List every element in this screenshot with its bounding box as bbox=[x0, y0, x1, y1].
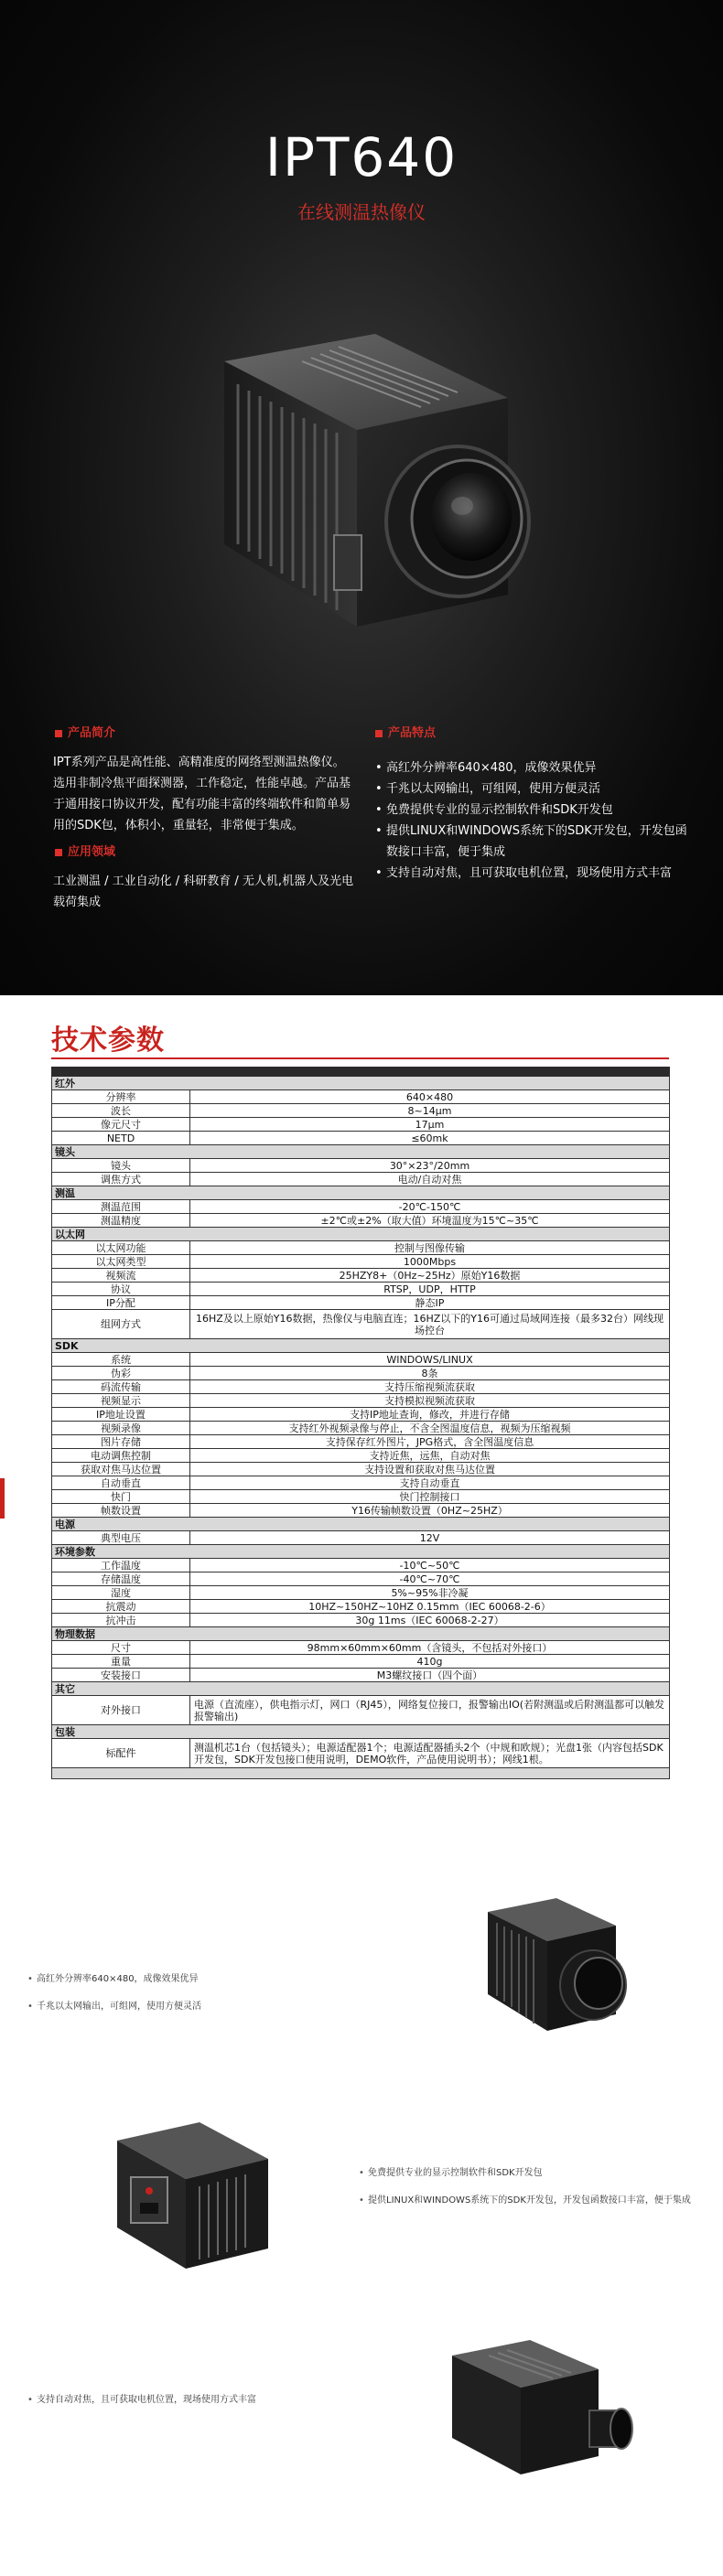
spec-row bbox=[52, 1255, 670, 1269]
block-1-bullets bbox=[27, 1972, 329, 2027]
spec-label: 工作温度 bbox=[52, 1559, 190, 1572]
spec-row bbox=[52, 1310, 670, 1339]
spec-label: 镜头 bbox=[52, 1159, 190, 1173]
spec-row bbox=[52, 1296, 670, 1310]
spec-value: M3螺纹接口（四个面） bbox=[190, 1669, 670, 1682]
spec-value: -10℃~50℃ bbox=[190, 1559, 670, 1572]
spec-value: 8条 bbox=[190, 1367, 670, 1380]
spec-label: 以太网功能 bbox=[52, 1241, 190, 1255]
spec-section-name: 环境参数 bbox=[52, 1545, 670, 1559]
spec-row bbox=[52, 1200, 670, 1214]
spec-row bbox=[52, 1600, 670, 1614]
spec-row bbox=[52, 1118, 670, 1132]
spec-value: 支持压缩视频流获取 bbox=[190, 1380, 670, 1394]
spec-value: 支持自动垂直 bbox=[190, 1476, 670, 1490]
spec-table bbox=[51, 1067, 670, 1779]
spec-row bbox=[52, 1090, 670, 1104]
spec-row bbox=[52, 1531, 670, 1545]
page-title: IPT640 bbox=[264, 126, 459, 188]
spec-row bbox=[52, 1559, 670, 1572]
spec-label: 视频流 bbox=[52, 1269, 190, 1283]
block-2-bullets bbox=[359, 2166, 697, 2221]
block-3-bullets bbox=[27, 2393, 329, 2420]
spec-value: WINDOWS/LINUX bbox=[190, 1353, 670, 1367]
spec-row bbox=[52, 1241, 670, 1255]
spec-label: 视频显示 bbox=[52, 1394, 190, 1408]
spec-label: 测温精度 bbox=[52, 1214, 190, 1228]
spec-row bbox=[52, 1269, 670, 1283]
spec-value: 支持保存红外图片，JPG格式，含全图温度信息 bbox=[190, 1435, 670, 1449]
spec-section-row bbox=[52, 1725, 670, 1739]
spec-row bbox=[52, 1669, 670, 1682]
spec-row bbox=[52, 1367, 670, 1380]
spec-label: 以太网类型 bbox=[52, 1255, 190, 1269]
intro-text: IPT系列产品是高性能、高精准度的网络型测温热像仪。选用非制冷焦平面探测器，工作稳定，性能卓越。产品基于通用接口协议开发，配有功能丰富的终端软件和简单易用的SDK包，体积小，重量轻，非常便于集成。 bbox=[53, 756, 351, 832]
spec-value: 支持近焦，远焦，自动对焦 bbox=[190, 1449, 670, 1463]
spec-footer-cell bbox=[52, 1768, 670, 1779]
spec-row bbox=[52, 1380, 670, 1394]
spec-value: 25HZY8+（0Hz~25Hz）原始Y16数据 bbox=[190, 1269, 670, 1283]
spec-value: 640×480 bbox=[190, 1090, 670, 1104]
spec-section-row bbox=[52, 1627, 670, 1641]
spec-row bbox=[52, 1104, 670, 1118]
spec-section-row bbox=[52, 1545, 670, 1559]
features-heading: 产品特点 bbox=[375, 723, 436, 740]
applications-heading: 应用领域 bbox=[55, 842, 115, 859]
spec-value: -20℃-150℃ bbox=[190, 1200, 670, 1214]
spec-row bbox=[52, 1476, 670, 1490]
block-bullet: • 支持自动对焦，且可获取电机位置，现场使用方式丰富 bbox=[27, 2393, 329, 2408]
camera-product-image bbox=[192, 325, 549, 654]
spec-value: 支持设置和获取对焦马达位置 bbox=[190, 1463, 670, 1476]
spec-row bbox=[52, 1394, 670, 1408]
spec-label: 存储温度 bbox=[52, 1572, 190, 1586]
spec-value: 30°×23°/20mm bbox=[190, 1159, 670, 1173]
spec-section-name: 以太网 bbox=[52, 1228, 670, 1241]
side-accent-mark bbox=[0, 1478, 5, 1519]
spec-value: 17μm bbox=[190, 1118, 670, 1132]
spec-label: 码流传输 bbox=[52, 1380, 190, 1394]
spec-value: 98mm×60mm×60mm（含镜头，不包括对外接口） bbox=[190, 1641, 670, 1655]
spec-value: 12V bbox=[190, 1531, 670, 1545]
block-bullet: • 提供LINUX和WINDOWS系统下的SDK开发包，开发包函数接口丰富，便于集成 bbox=[359, 2194, 697, 2208]
spec-row bbox=[52, 1614, 670, 1627]
spec-row bbox=[52, 1490, 670, 1504]
spec-section-row bbox=[52, 1339, 670, 1353]
spec-label: 获取对焦马达位置 bbox=[52, 1463, 190, 1476]
spec-table-header-bar bbox=[52, 1068, 670, 1077]
spec-section-row bbox=[52, 1682, 670, 1696]
spec-row bbox=[52, 1283, 670, 1296]
feature-item: • 千兆以太网输出，可组网，使用方便灵活 bbox=[375, 778, 696, 800]
spec-value: -40℃~70℃ bbox=[190, 1572, 670, 1586]
spec-row bbox=[52, 1463, 670, 1476]
spec-row bbox=[52, 1214, 670, 1228]
feature-item: • 支持自动对焦，且可获取电机位置，现场使用方式丰富 bbox=[375, 863, 696, 884]
spec-label: 标配件 bbox=[52, 1739, 190, 1768]
spec-label: 组网方式 bbox=[52, 1310, 190, 1339]
spec-value: 控制与图像传输 bbox=[190, 1241, 670, 1255]
spec-header-cell bbox=[52, 1068, 670, 1077]
spec-value: Y16传输帧数设置（0HZ~25HZ） bbox=[190, 1504, 670, 1518]
camera-product-image bbox=[99, 2113, 282, 2278]
spec-section-row bbox=[52, 1518, 670, 1531]
spec-label: 对外接口 bbox=[52, 1696, 190, 1725]
spec-label: 分辨率 bbox=[52, 1090, 190, 1104]
spec-label: 重量 bbox=[52, 1655, 190, 1669]
spec-row bbox=[52, 1173, 670, 1186]
spec-label: IP分配 bbox=[52, 1296, 190, 1310]
spec-row bbox=[52, 1132, 670, 1145]
spec-value: 5%~95%非冷凝 bbox=[190, 1586, 670, 1600]
spec-row bbox=[52, 1655, 670, 1669]
spec-row bbox=[52, 1696, 670, 1725]
spec-label: 图片存储 bbox=[52, 1435, 190, 1449]
spec-row bbox=[52, 1641, 670, 1655]
features-list bbox=[375, 757, 696, 884]
spec-value: 8~14μm bbox=[190, 1104, 670, 1118]
spec-row bbox=[52, 1422, 670, 1435]
spec-value: 支持IP地址查询，修改，并进行存储 bbox=[190, 1408, 670, 1422]
feature-item: • 提供LINUX和WINDOWS系统下的SDK开发包，开发包函数接口丰富，便于集成 bbox=[375, 821, 696, 863]
spec-value: 测温机芯1台（包括镜头）；电源适配器1个；电源适配器插头2个（中规和欧规）；光盘1张（内容包括SDK开发包，SDK开发包接口使用说明，DEMO软件，产品使用说明书）；网线1根。 bbox=[190, 1739, 670, 1768]
spec-label: 系统 bbox=[52, 1353, 190, 1367]
spec-label: 调焦方式 bbox=[52, 1173, 190, 1186]
spec-label: 湿度 bbox=[52, 1586, 190, 1600]
spec-section-row bbox=[52, 1186, 670, 1200]
spec-value: 电源（直流座），供电指示灯，网口（RJ45），网络复位接口，报警输出IO(若附测温或后附测温都可以触发报警输出) bbox=[190, 1696, 670, 1725]
spec-label: NETD bbox=[52, 1132, 190, 1145]
spec-value: 支持红外视频录像与停止，不含全图温度信息，视频为压缩视频 bbox=[190, 1422, 670, 1435]
spec-row bbox=[52, 1435, 670, 1449]
spec-table-footer-bar bbox=[52, 1768, 670, 1779]
spec-label: 快门 bbox=[52, 1490, 190, 1504]
spec-row bbox=[52, 1586, 670, 1600]
feature-item: • 高红外分辨率640×480，成像效果优异 bbox=[375, 757, 696, 778]
spec-section-name: 镜头 bbox=[52, 1145, 670, 1159]
spec-section-row bbox=[52, 1145, 670, 1159]
spec-label: 尺寸 bbox=[52, 1641, 190, 1655]
spec-section-row bbox=[52, 1077, 670, 1090]
spec-value: 静态IP bbox=[190, 1296, 670, 1310]
page-subtitle: 在线测温热像仪 bbox=[297, 201, 426, 223]
spec-section-row bbox=[52, 1228, 670, 1241]
spec-section-name: SDK bbox=[52, 1339, 670, 1353]
spec-section-name: 物理数据 bbox=[52, 1627, 670, 1641]
spec-section-name: 电源 bbox=[52, 1518, 670, 1531]
spec-value: 410g bbox=[190, 1655, 670, 1669]
spec-section-name: 测温 bbox=[52, 1186, 670, 1200]
spec-label: 典型电压 bbox=[52, 1531, 190, 1545]
spec-label: 安装接口 bbox=[52, 1669, 190, 1682]
spec-label: IP地址设置 bbox=[52, 1408, 190, 1422]
spec-label: 伪彩 bbox=[52, 1367, 190, 1380]
spec-value: 30g 11ms（IEC 60068-2-27） bbox=[190, 1614, 670, 1627]
block-bullet: • 免费提供专业的显示控制软件和SDK开发包 bbox=[359, 2166, 697, 2181]
spec-value: 1000Mbps bbox=[190, 1255, 670, 1269]
spec-section-name: 红外 bbox=[52, 1077, 670, 1090]
spec-label: 协议 bbox=[52, 1283, 190, 1296]
spec-title-rule bbox=[51, 1057, 669, 1059]
spec-label: 抗震动 bbox=[52, 1600, 190, 1614]
spec-value: 快门控制接口 bbox=[190, 1490, 670, 1504]
spec-value: 电动/自动对焦 bbox=[190, 1173, 670, 1186]
spec-section-name: 包装 bbox=[52, 1725, 670, 1739]
spec-row bbox=[52, 1353, 670, 1367]
spec-label: 帧数设置 bbox=[52, 1504, 190, 1518]
spec-value: ≤60mk bbox=[190, 1132, 670, 1145]
block-bullet: • 高红外分辨率640×480，成像效果优异 bbox=[27, 1972, 329, 1987]
camera-product-image bbox=[474, 1894, 630, 2049]
spec-value: RTSP，UDP，HTTP bbox=[190, 1283, 670, 1296]
spec-value: 支持模拟视频流获取 bbox=[190, 1394, 670, 1408]
spec-row bbox=[52, 1159, 670, 1173]
camera-product-image bbox=[434, 2333, 635, 2488]
spec-row bbox=[52, 1449, 670, 1463]
spec-value: ±2℃或±2%（取大值）环境温度为15℃~35℃ bbox=[190, 1214, 670, 1228]
spec-value: 10HZ~150HZ~10HZ 0.15mm（IEC 60068-2-6） bbox=[190, 1600, 670, 1614]
spec-label: 波长 bbox=[52, 1104, 190, 1118]
spec-row bbox=[52, 1504, 670, 1518]
spec-label: 电动调焦控制 bbox=[52, 1449, 190, 1463]
spec-label: 视频录像 bbox=[52, 1422, 190, 1435]
applications-text: 工业测温 / 工业自动化 / 科研教育 / 无人机,机器人及光电载荷集成 bbox=[53, 875, 354, 909]
spec-label: 像元尺寸 bbox=[52, 1118, 190, 1132]
spec-title: 技术参数 bbox=[51, 1025, 165, 1057]
spec-row bbox=[52, 1408, 670, 1422]
spec-label: 抗冲击 bbox=[52, 1614, 190, 1627]
feature-item: • 免费提供专业的显示控制软件和SDK开发包 bbox=[375, 800, 696, 821]
spec-section-name: 其它 bbox=[52, 1682, 670, 1696]
block-bullet: • 千兆以太网输出，可组网，使用方便灵活 bbox=[27, 2000, 329, 2014]
hero-section bbox=[0, 0, 723, 995]
spec-row bbox=[52, 1572, 670, 1586]
intro-heading: 产品简介 bbox=[55, 723, 115, 740]
spec-row bbox=[52, 1739, 670, 1768]
spec-value: 16HZ及以上原始Y16数据，热像仪与电脑直连；16HZ以下的Y16可通过局域网连接（最多32台）网线现场控台 bbox=[190, 1310, 670, 1339]
spec-label: 自动垂直 bbox=[52, 1476, 190, 1490]
spec-label: 测温范围 bbox=[52, 1200, 190, 1214]
